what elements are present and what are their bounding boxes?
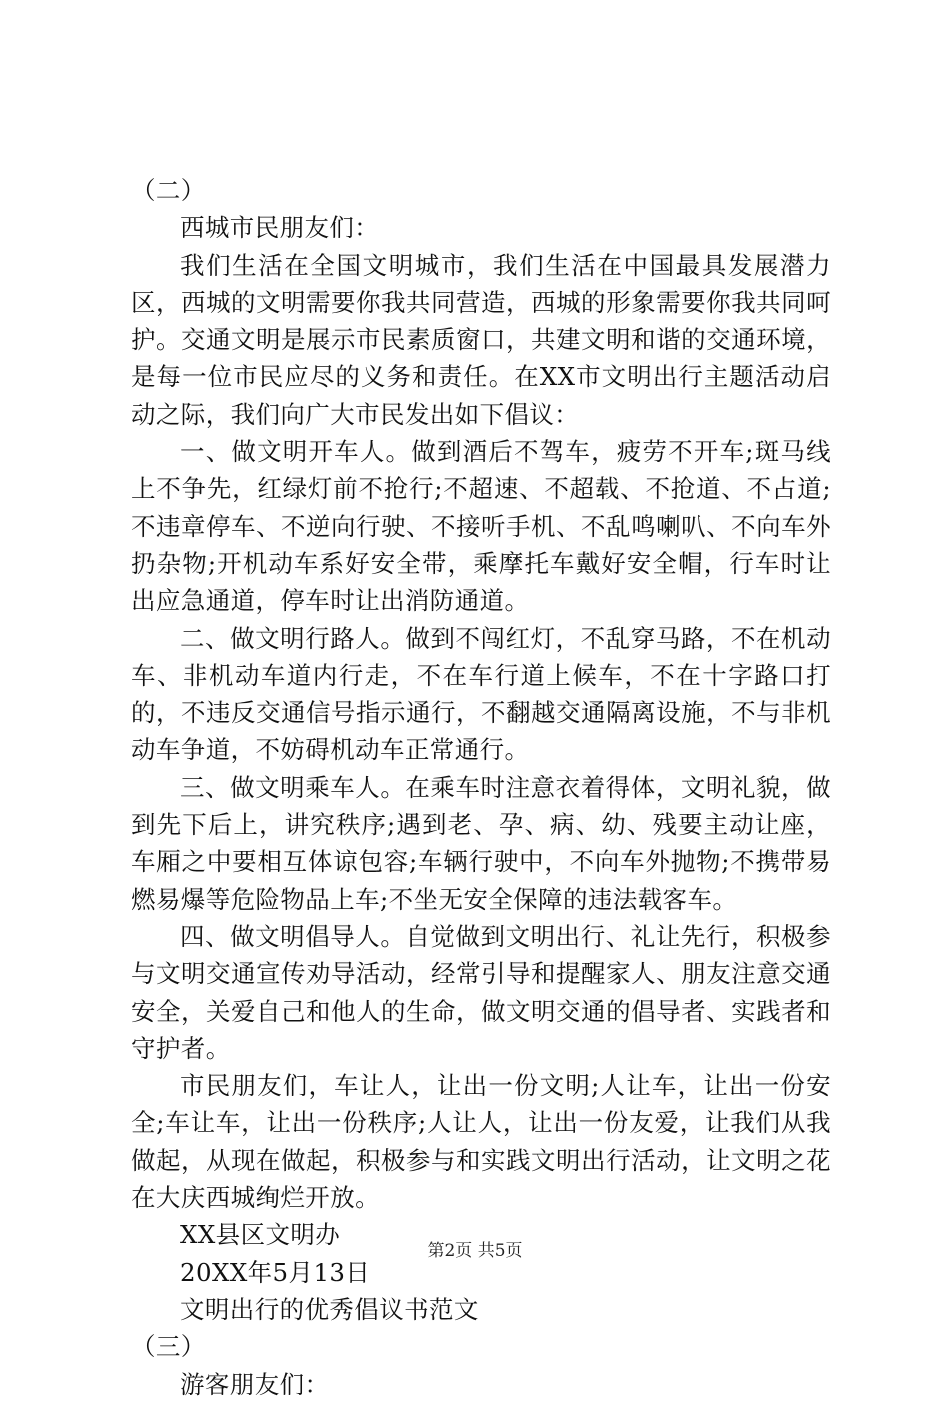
salutation-tourists: 游客朋友们：: [180, 1369, 330, 1399]
section-heading-three: （三）: [131, 1332, 206, 1362]
document-body: [131, 172, 831, 1403]
paragraph-pedestrian: 二、做文明行路人。做到不闯红灯，不乱穿马路，不在机动车、非机动车道内行走，不在车行道上候车，不在十字路口打的，不违反交通信号指示通行，不翻越交通隔离设施，不与非机动车争道，不妨碍机动车正常通行。: [131, 623, 831, 765]
paragraph-advocate: 四、做文明倡导人。自觉做到文明出行、礼让先行，积极参与文明交通宣传劝导活动，经常引导和提醒家人、朋友注意交通安全，关爱自己和他人的生命，做文明交通的倡导者、实践者和守护者。: [131, 921, 831, 1063]
section-heading-two: （二）: [131, 176, 206, 205]
paragraph-passenger: 三、做文明乘车人。在乘车时注意衣着得体，文明礼貌，做到先下后上，讲究秩序;遇到老、孕、病、幼、残要主动让座，车厢之中要相互体谅包容;车辆行驶中，不向车外抛物;不携带易燃易爆等危险物品上车;不坐无安全保障的违法载客车。: [131, 772, 831, 914]
signature-date: 20XX年5月13日: [180, 1257, 371, 1287]
paragraph-driver: 一、做文明开车人。做到酒后不驾车，疲劳不开车;斑马线上不争先，红绿灯前不抢行;不超速、不超载、不抢道、不占道;不违章停车、不逆向行驶、不接听手机、不乱鸣喇叭、不向车外扔杂物;开机动车系好安全带，乘摩托车戴好安全帽，行车时让出应急通道，停车时让出消防通道。: [131, 437, 831, 616]
signature-office: XX县区文明办: [180, 1220, 341, 1250]
next-document-title: 文明出行的优秀倡议书范文: [180, 1294, 479, 1324]
salutation-citizens: 西城市民朋友们：: [180, 213, 380, 243]
page-footer: 第2页 共5页: [427, 1241, 523, 1261]
paragraph-intro: 我们生活在全国文明城市，我们生活在中国最具发展潜力区，西城的文明需要你我共同营造，西城的形象需要你我共同呵护。交通文明是展示市民素质窗口，共建文明和谐的交通环境，是每一位市民应尽的义务和责任。在XX市文明出行主题活动启动之际，我们向广大市民发出如下倡议：: [131, 250, 831, 429]
paragraph-closing: 市民朋友们，车让人，让出一份文明;人让车，让出一份安全;车让车，让出一份秩序;人让人，让出一份友爱，让我们从我做起，从现在做起，积极参与和实践文明出行活动，让文明之花在大庆西城绚烂开放。: [131, 1071, 831, 1213]
